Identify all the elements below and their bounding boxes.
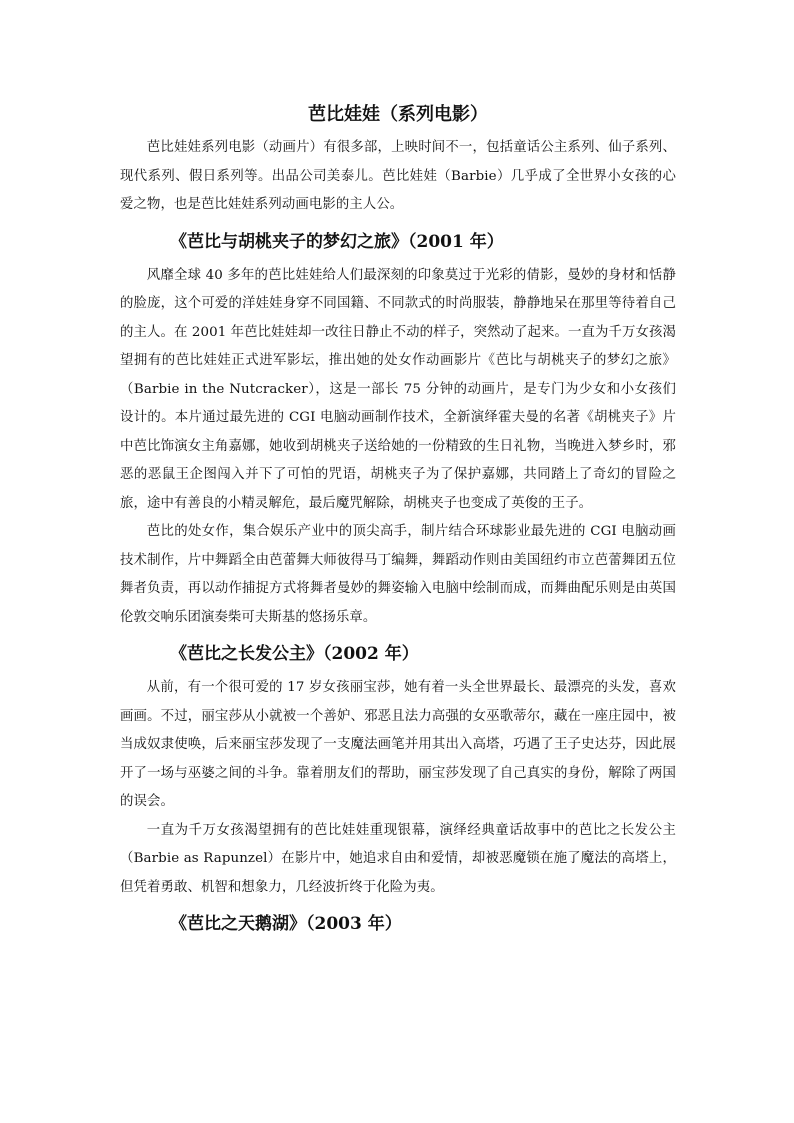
section-name: 《芭比与胡桃夹子的梦幻之旅》 xyxy=(170,231,408,252)
section-year: （2003 年） xyxy=(306,914,402,934)
body-paragraph: 一直为千万女孩渴望拥有的芭比娃娃重现银幕，演绎经典童话故事中的芭比之长发公主（Barbie as Rapunzel）在影片中，她追求自由和爱情，却被恶魔锁在施了魔法的高塔上，但凭着勇敢、机智和想象力，几经波折终于化险为夷。 xyxy=(120,822,676,895)
section-name: 《芭比之长发公主》 xyxy=(170,644,323,664)
document-title: 芭比娃娃（系列电影） xyxy=(308,104,488,125)
section-year: （2002 年） xyxy=(323,644,419,664)
body-paragraph: 芭比的处女作，集合娱乐产业中的顶尖高手，制片结合环球影业最先进的 CGI 电脑动画技术制作，片中舞蹈全由芭蕾舞大师彼得马丁编舞，舞蹈动作则由美国纽约市立芭蕾舞团五位舞者负责，再以动作捕捉方式将舞者曼妙的舞姿输入电脑中绘制而成，而舞曲配乐则是由英国伦敦交响乐团演奏柴可夫斯基的悠扬乐章。 xyxy=(120,524,676,625)
section-heading-swan-lake xyxy=(120,910,676,938)
intro-paragraph: 芭比娃娃系列电影（动画片）有很多部，上映时间不一，包括童话公主系列、仙子系列、现代系列、假日系列等。出品公司美泰儿。芭比娃娃（Barbie）几乎成了全世界小女孩的心爱之物，也是芭比娃娃系列动画电影的主人公。 xyxy=(120,140,676,212)
section-heading-rapunzel xyxy=(120,640,676,668)
document-body xyxy=(120,100,676,944)
body-paragraph: 从前，有一个很可爱的 17 岁女孩丽宝莎，她有着一头全世界最长、最漂亮的头发，喜欢画画。不过，丽宝莎从小就被一个善妒、邪恶且法力高强的女巫歌蒂尔，藏在一座庄园中，被当成奴隶使唤，后来丽宝莎发现了一支魔法画笔并用其出入高塔，巧遇了王子史达芬，因此展开了一场与巫婆之间的斗争。靠着朋友们的帮助，丽宝莎发现了自己真实的身份，解除了两国的误会。 xyxy=(120,680,676,809)
section-year: （2001 年） xyxy=(408,231,504,252)
body-paragraph: 风靡全球 40 多年的芭比娃娃给人们最深刻的印象莫过于光彩的倩影，曼妙的身材和恬静的脸庞，这个可爱的洋娃娃身穿不同国籍、不同款式的时尚服装，静静地呆在那里等待着自己的主人。在 2001 年芭比娃娃却一改往日静止不动的样子，突然动了起来。一直为千万女孩渴望拥有的芭比娃娃正式进军影坛，推出她的处女作动画影片《芭比与胡桃夹子的梦幻之旅》（Barbie in the Nutcracker），这是一部长 75 分钟的动画片，是专门为少女和小女孩们设计的。本片通过最先进的 CGI 电脑动画制作技术，全新演绎霍夫曼的名著《胡桃夹子》片中芭比饰演女主角嘉娜，她收到胡桃夹子送给她的一份精致的生日礼物，当晚进入梦乡时，邪恶的恶鼠王企图闯入并下了可怕的咒语，胡桃夹子为了保护嘉娜，共同踏上了奇幻的冒险之旅，途中有善良的小精灵解危，最后魔咒解除，胡桃夹子也变成了英俊的王子。 xyxy=(120,267,676,511)
section-name: 《芭比之天鹅湖》 xyxy=(170,914,306,934)
section-heading-nutcracker xyxy=(120,228,676,256)
